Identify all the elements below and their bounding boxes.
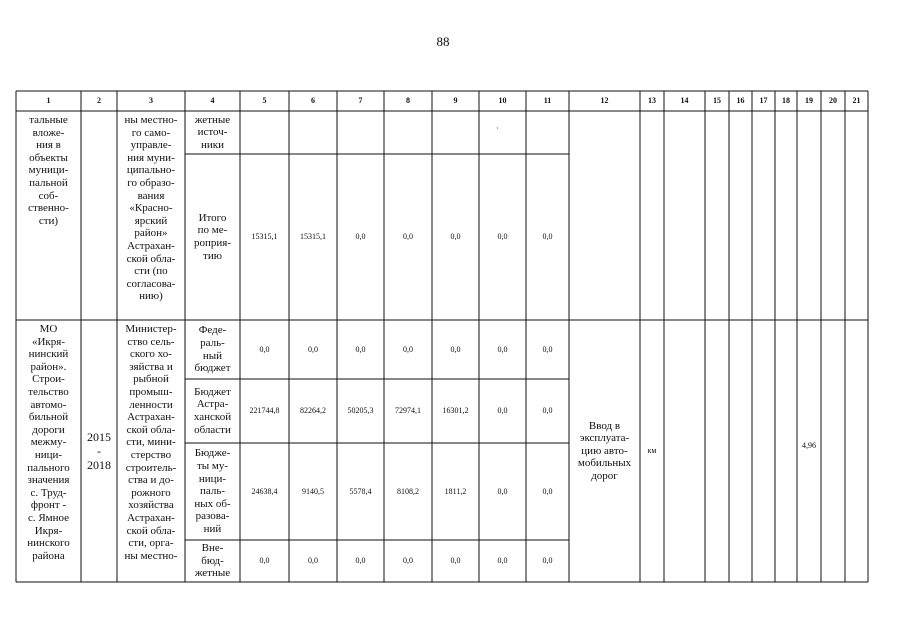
value-cell: 0,0: [497, 344, 508, 354]
section2-executor: Министер- ство сель- ского хо- зяйства и рыбной промыш- ленности Астрахан- ской обла- сти, мини- стерство строитель- ства и до- рожного хозяйства Астрахан- ской обла- сти, орга- ны местно-: [124, 323, 178, 562]
column-header: 16: [736, 96, 745, 105]
column-header: 8: [406, 96, 410, 105]
value-cell: 0,0: [308, 556, 318, 565]
column-header: 15: [713, 96, 721, 105]
column-header: 21: [852, 96, 861, 105]
section1-executor: ны местно- го само- управле- ния муни- ципально- го образо- вания «Красно- ярский район» Астрахан- ской обла- сти (по согласова- нию): [124, 114, 178, 303]
column-header: 4: [210, 96, 215, 105]
value-cell: 0,0: [308, 344, 318, 354]
value-cell: 1811,2: [444, 486, 467, 496]
column-header: 6: [311, 96, 315, 105]
funding-source-label: Бюджет Астра- ханской области: [193, 385, 232, 436]
column-header: 11: [543, 96, 552, 105]
value-cell: 0,0: [450, 344, 461, 354]
value-cell: 0,0: [542, 406, 553, 415]
scan-dot: ·: [496, 124, 499, 133]
column-header: 3: [149, 96, 153, 105]
column-header: 2: [97, 96, 101, 105]
value-cell: 0,0: [403, 556, 413, 565]
value-cell: 0,0: [497, 406, 508, 415]
column-header: 19: [805, 96, 813, 105]
value-cell: 0,0: [542, 486, 553, 496]
column-header: 18: [782, 96, 790, 105]
value-cell: 0,0: [403, 232, 413, 241]
value-cell: 15315,1: [251, 232, 278, 241]
value-cell: 0,0: [542, 232, 553, 241]
column-header: 14: [680, 96, 689, 105]
section1-description: тальные вложе- ния в объекты муници- пальной соб- ственно- сти): [28, 114, 69, 227]
section2-result: Ввод в эксплуата- цию авто- мобильных дорог: [577, 419, 632, 482]
column-header: 9: [453, 96, 458, 105]
column-header: 10: [498, 96, 507, 105]
value-cell: 0,0: [542, 344, 553, 354]
value-cell: 0,0: [355, 556, 366, 565]
value-cell: 0,0: [450, 232, 461, 241]
value-cell: 0,0: [450, 556, 461, 565]
value-cell: 8108,2: [397, 486, 419, 496]
value-cell: 24638,4: [251, 486, 278, 496]
value-cell: 0,0: [497, 232, 508, 241]
value-cell: 0,0: [497, 486, 508, 496]
value-cell: 0,0: [259, 556, 270, 565]
section2-description: МО «Икря- нинский район». Строи- тельство автомо- бильной дороги межму- ници- пального значения с. Труд- фронт - с. Ямное Икря- нинского района: [27, 323, 70, 562]
funding-source-label: Итого по ме- роприя- тию: [194, 211, 231, 262]
value-cell: 72974,1: [395, 406, 421, 415]
value-cell: 0,0: [355, 344, 366, 354]
page-number: 88: [436, 34, 450, 49]
section2-unit: км: [647, 446, 657, 455]
value-cell: 5578,4: [349, 486, 372, 496]
section2-period: 2015 - 2018: [87, 430, 111, 472]
funding-source-label: Вне- бюд- жетные: [194, 542, 231, 580]
value-cell: 0,0: [542, 556, 553, 565]
value-cell: 221744,8: [249, 406, 280, 415]
value-cell: 0,0: [259, 344, 270, 354]
column-header: 5: [262, 96, 267, 105]
value-cell: 9140,5: [302, 486, 324, 496]
value-cell: 0,0: [497, 556, 508, 565]
value-cell: 16301,2: [442, 406, 469, 415]
column-header: 17: [759, 96, 768, 105]
value-cell: 50205,3: [347, 406, 374, 415]
column-header: 12: [600, 96, 609, 105]
column-header: 7: [358, 96, 363, 105]
funding-source-label: Бюдже- ты му- ници- паль- ных об- разова- ний: [194, 447, 231, 535]
column-header: 20: [829, 96, 837, 105]
funding-source-label: Феде- раль- ный бюджет: [194, 324, 231, 375]
value-cell: 82264,2: [300, 406, 326, 415]
value-cell: 0,0: [355, 232, 366, 241]
value-cell: 0,0: [403, 344, 413, 354]
column-header: 1: [46, 96, 51, 105]
column-header: 13: [648, 96, 656, 105]
section2-target-value: 4,96: [802, 441, 816, 450]
value-cell: 15315,1: [300, 232, 326, 241]
funding-source-label: жетные источ- ники: [194, 113, 231, 151]
